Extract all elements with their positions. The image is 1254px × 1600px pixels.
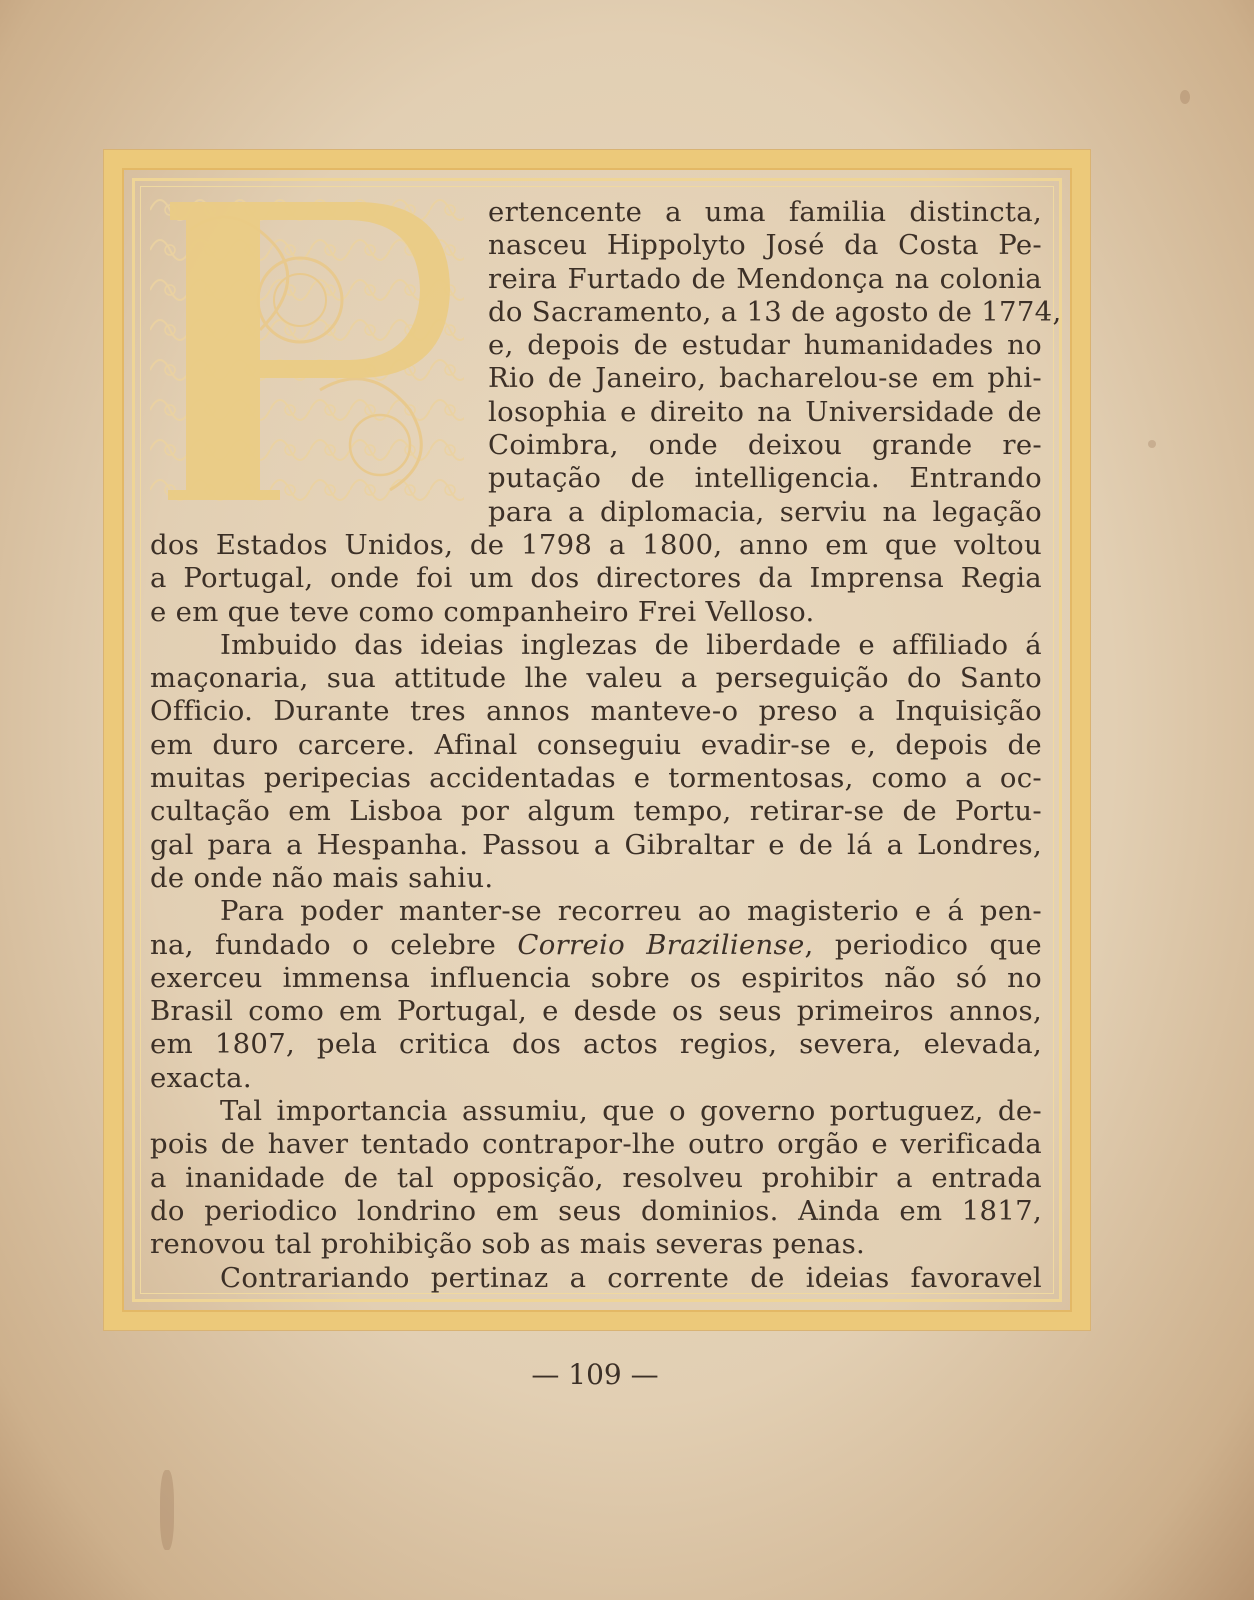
text-line: Tal importancia assumiu, que o governo portuguez, de- [220,1095,1042,1128]
paper-stain [1180,90,1190,104]
text-line: para a diplomacia, serviu na legação [488,495,1042,528]
text-line: putação de intelligencia. Entrando [488,462,1042,495]
text-line: muitas peripecias accidentadas e tormentosas, como a oc- [150,762,1042,795]
article-body [150,196,1062,1295]
text-line: Rio de Janeiro, bacharelou-se em phi- [488,362,1042,395]
paper-stain [160,1470,174,1550]
text-fragment: , periodico que [804,928,1043,961]
text-line: nasceu Hippolyto José da Costa Pe- [488,229,1042,262]
text-line: Imbuido das ideias inglezas de liberdade e affiliado á [220,628,1042,661]
text-line: pois de haver tentado contrapor-lhe outro orgão e verificada [150,1128,1042,1161]
text-line: cultação em Lisboa por algum tempo, retirar-se de Portu- [150,795,1042,828]
text-line: Contrariando pertinaz a corrente de ideias favoravel [220,1261,1042,1294]
text-line: losophia e direito na Universidade de [488,395,1042,428]
text-line: do periodico londrino em seus dominios. Ainda em 1817, [150,1194,1042,1227]
text-line: Officio. Durante tres annos manteve-o preso a Inquisição [150,695,1042,728]
text-line: exacta. [150,1061,252,1094]
page-number: — 109 — [531,1358,659,1391]
text-line: a Portugal, onde foi um dos directores da Imprensa Regia [150,562,1042,595]
text-line: exerceu immensa influencia sobre os espiritos não só no [150,961,1042,994]
text-line: Brasil como em Portugal, e desde os seus primeiros annos, [150,995,1042,1028]
text-line: ertencente a uma familia distincta, [488,196,1042,228]
text-line: de onde não mais sahiu. [150,861,494,894]
text-line: em 1807, pela critica dos actos regios, severa, elevada, [150,1028,1042,1061]
text-line: e em que teve como companheiro Frei Velloso. [150,595,815,628]
text-line: e, depois de estudar humanidades no [488,329,1042,362]
text-line: Para poder manter-se recorreu ao magisterio e á pen- [220,895,1042,928]
text-line: renovou tal prohibição sob as mais severas penas. [150,1228,866,1261]
text-line: Coimbra, onde deixou grande re- [488,429,1042,462]
text-line: em duro carcere. Afinal conseguiu evadir-se e, depois de [150,728,1042,761]
text-line: maçonaria, sua attitude lhe valeu a perseguição do Santo [150,662,1042,695]
paper-stain [1148,440,1156,448]
text-line: dos Estados Unidos, de 1798 a 1800, anno em que voltou [150,528,1042,561]
text-line-with-title [150,929,1042,962]
text-line: do Sacramento, a 13 de agosto de 1774, [488,295,1062,328]
text-fragment: na, fundado o celebre [150,928,518,961]
newspaper-title: Correio Braziliense [517,928,805,961]
text-line: a inanidade de tal opposição, resolveu prohibir a entrada [150,1161,1042,1194]
text-line: gal para a Hespanha. Passou a Gibraltar e de lá a Londres, [150,828,1042,861]
text-line: reira Furtado de Mendonça na colonia [488,262,1042,295]
